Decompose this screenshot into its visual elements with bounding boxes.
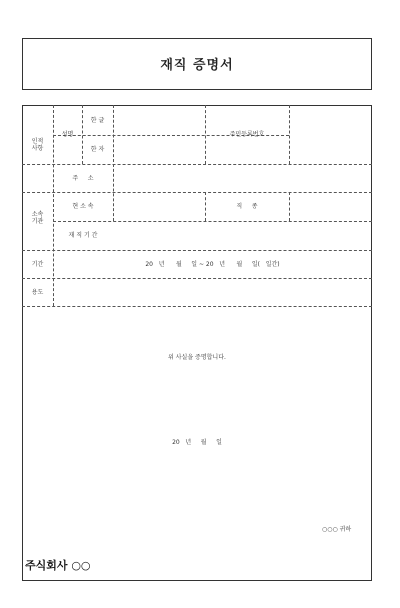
grid-line <box>22 164 372 165</box>
current-affiliation-label: 현 소 속 <box>72 203 94 210</box>
hanja-label: 한 자 <box>90 146 105 153</box>
grid-line <box>22 250 372 251</box>
grid-line <box>82 105 83 164</box>
grid-line <box>289 105 290 164</box>
employment-period-label: 재 직 기 간 <box>68 232 98 239</box>
section-label-line: 사항 <box>31 145 44 152</box>
grid-line <box>113 105 114 221</box>
grid-line <box>22 192 372 193</box>
purpose-label: 용도 <box>31 289 44 296</box>
grid-line <box>289 192 290 221</box>
section-label-line: 인적 <box>31 138 44 145</box>
recipient: ○○○ 귀하 <box>322 526 352 533</box>
position-label: 직 종 <box>236 203 258 210</box>
grid-line <box>22 306 372 307</box>
certification-text: 위 사실을 증명합니다. <box>168 354 226 361</box>
section-label-line: 기관 <box>31 218 44 225</box>
company-name: 주식회사 ○○ <box>25 559 91 572</box>
date-line: 20 년 월 일 <box>172 439 222 446</box>
grid-line <box>22 278 372 279</box>
rrn-label: 주민등록번호 <box>229 131 265 138</box>
title-box <box>22 38 372 90</box>
section-label-personal <box>22 138 53 152</box>
address-label: 주 소 <box>72 175 94 182</box>
hangul-label: 한 글 <box>90 117 105 124</box>
document-title: 재직 증명서 <box>160 58 234 73</box>
section-label-affiliation <box>22 211 53 225</box>
section-label-line: 소속 <box>31 211 44 218</box>
period-value: 20 년 월 일 ~ 20 년 월 일( 일간) <box>145 261 280 268</box>
name-label: 성명 <box>61 131 74 138</box>
grid-line <box>53 221 372 222</box>
period-label: 기간 <box>31 261 44 268</box>
